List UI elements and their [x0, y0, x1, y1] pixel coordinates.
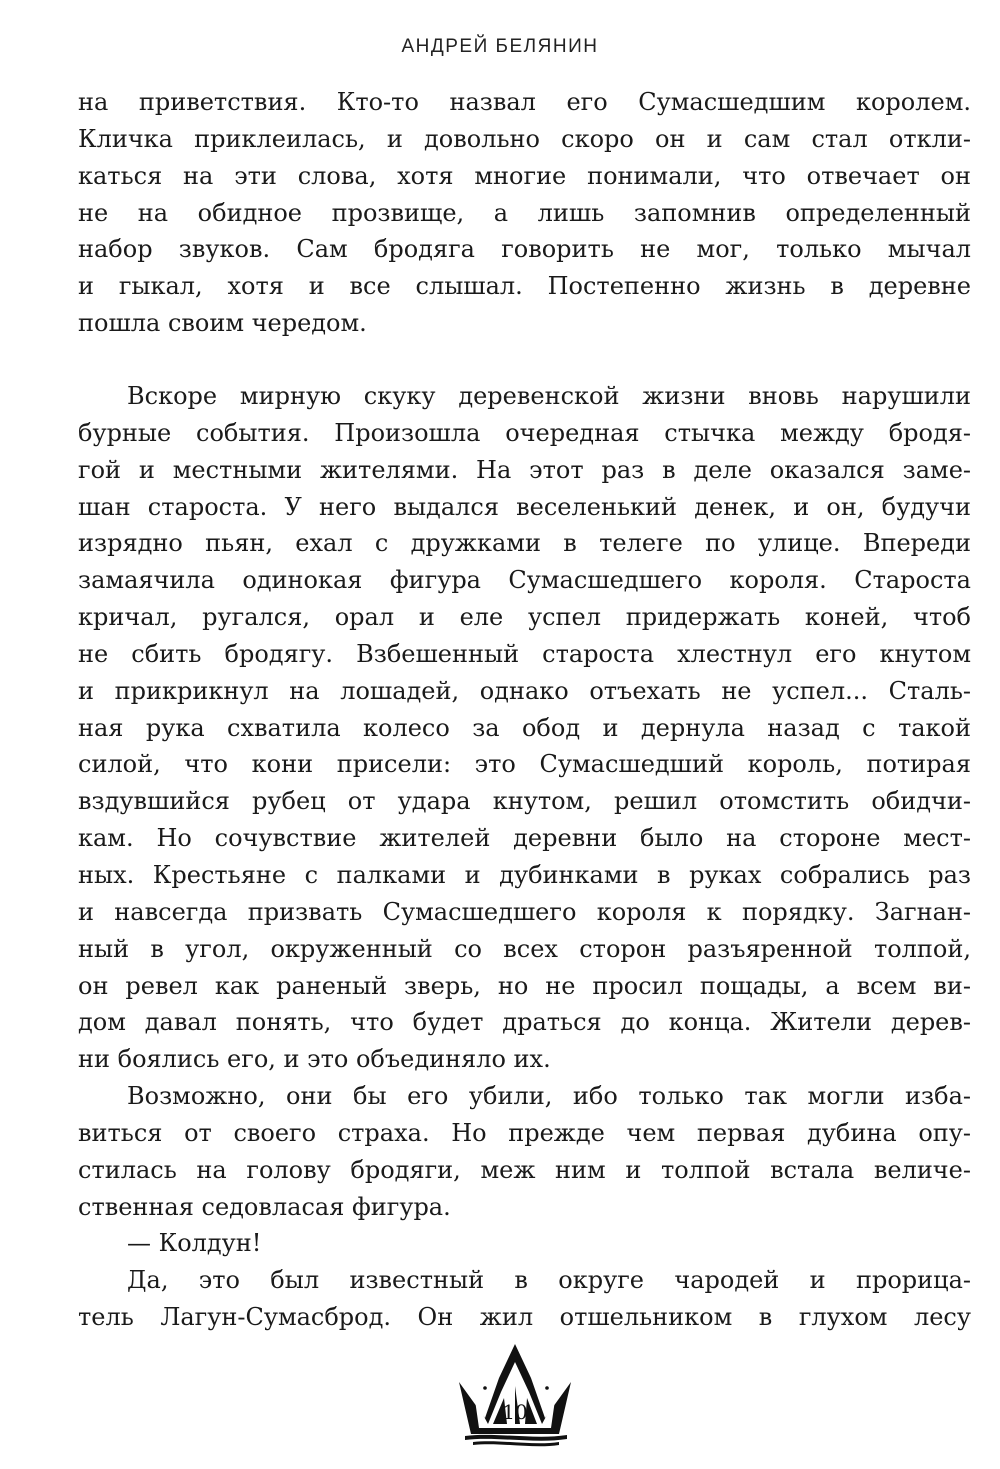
- text-line: тель Лагун-Сумасброд. Он жил отшельником в глухом лесу: [78, 1303, 971, 1332]
- crown-icon: [455, 1338, 575, 1448]
- running-head: АНДРЕЙ БЕЛЯНИН: [401, 36, 599, 57]
- text-line: кричал, ругался, орал и еле успел придержать коней, чтоб: [78, 603, 971, 632]
- text-line: пошла своим чередом.: [78, 309, 367, 338]
- text-line: ственная седовласая фигура.: [78, 1192, 451, 1221]
- text-line: на приветствия. Кто-то назвал его Сумасшедшим королем.: [78, 88, 971, 116]
- text-line: Кличка приклеилась, и довольно скоро он и сам стал откли-: [78, 124, 971, 153]
- text-line: изрядно пьян, ехал с дружками в телеге по улице. Впереди: [78, 529, 971, 558]
- text-line: вздувшийся рубец от удара кнутом, решил отомстить обидчи-: [78, 787, 971, 816]
- paragraph-block-2: [78, 378, 971, 1336]
- text-line: ная рука схватила колесо за обод и дернула назад с такой: [78, 713, 971, 742]
- text-line: ный в угол, окруженный со всех сторон разъяренной толпой,: [78, 934, 971, 963]
- text-line: дом давал понять, что будет драться до конца. Жители дерев-: [78, 1008, 971, 1037]
- text-line: гой и местными жителями. На этот раз в деле оказался заме-: [78, 455, 971, 484]
- text-line: силой, что кони присели: это Сумасшедший король, потирая: [78, 750, 971, 779]
- text-line: ни боялись его, и это объединяло их.: [78, 1045, 551, 1074]
- text-line: ных. Крестьяне с палками и дубинками в руках собрались раз: [78, 860, 971, 889]
- text-line: он ревел как раненый зверь, но не просил пощады, а всем ви-: [78, 971, 971, 1000]
- page-number: 10: [502, 1400, 528, 1424]
- text-line: и прикрикнул на лошадей, однако отъехать не успел... Сталь-: [78, 676, 971, 705]
- text-line: и гыкал, хотя и все слышал. Постепенно жизнь в деревне: [78, 272, 971, 301]
- text-line: замаячила одинокая фигура Сумасшедшего короля. Староста: [78, 566, 971, 595]
- text-line: стилась на голову бродяги, меж ним и толпой встала величе-: [78, 1155, 971, 1184]
- text-line: каться на эти слова, хотя многие понимали, что отвечает он: [78, 161, 971, 190]
- text-line: виться от своего страха. Но прежде чем первая дубина опу-: [78, 1118, 971, 1147]
- text-line: и навсегда призвать Сумасшедшего короля к порядку. Загнан-: [78, 897, 971, 926]
- dialogue-line: — Колдун!: [127, 1229, 262, 1258]
- text-line: кам. Но сочувствие жителей деревни было на стороне мест-: [78, 824, 971, 853]
- text-line: набор звуков. Сам бродяга говорить не мог, только мычал: [78, 235, 971, 264]
- text-line: Возможно, они бы его убили, ибо только так могли изба-: [127, 1082, 971, 1111]
- text-line: бурные события. Произошла очередная стычка между бродя-: [78, 418, 971, 447]
- text-line: не на обидное прозвище, а лишь запомнив определенный: [78, 198, 971, 227]
- text-line: шан староста. У него выдался веселенький денек, и он, будучи: [78, 492, 971, 521]
- text-line: Вскоре мирную скуку деревенской жизни вновь нарушили: [127, 382, 971, 410]
- text-line: Да, это был известный в округе чародей и прорица-: [127, 1266, 971, 1295]
- paragraph-block-1: [78, 84, 971, 342]
- text-line: не сбить бродягу. Взбешенный староста хлестнул его кнутом: [78, 639, 971, 668]
- page-footer: [0, 1338, 1000, 1458]
